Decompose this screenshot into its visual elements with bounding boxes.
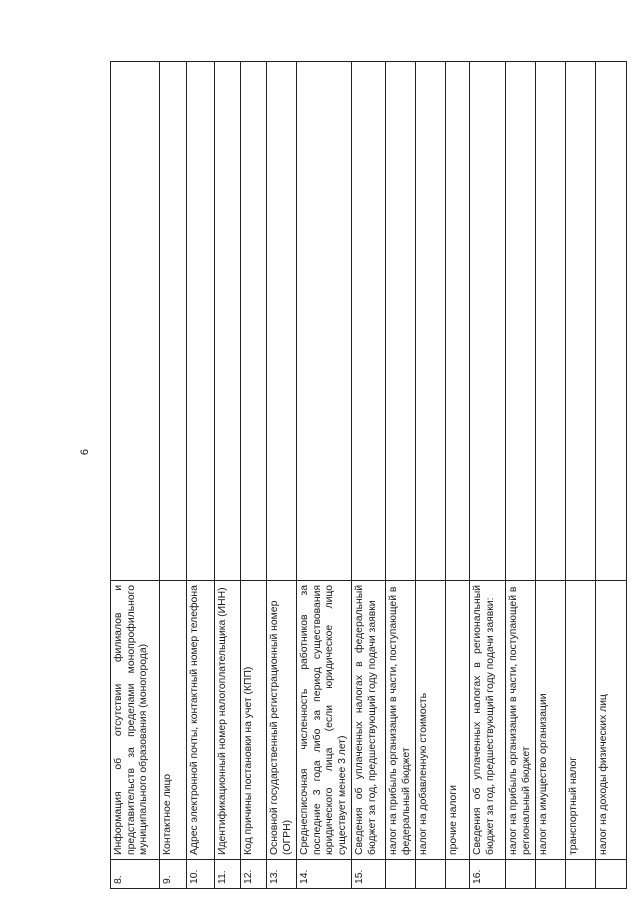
row-value-cell <box>297 62 352 581</box>
row-value-cell <box>160 62 187 581</box>
row-value-cell <box>187 62 215 581</box>
row-description: Сведения об уплаченных налогах в региональный бюджет за год, предшествующий году подачи заявки: <box>470 581 506 860</box>
table-row <box>536 62 566 889</box>
row-value-cell <box>506 62 536 581</box>
row-value-cell <box>416 62 446 581</box>
table-row <box>267 62 297 889</box>
row-number <box>566 860 596 889</box>
row-description: Адрес электронной почты, контактный номер телефона <box>187 581 215 860</box>
row-number: 16. <box>470 860 506 889</box>
row-number: 14. <box>297 860 352 889</box>
table-row <box>596 62 627 889</box>
row-number <box>596 860 627 889</box>
table-row <box>241 62 267 889</box>
row-number: 8. <box>111 860 160 889</box>
row-number: 15. <box>352 860 386 889</box>
row-value-cell <box>241 62 267 581</box>
row-description: Основной государственный регистрационный номер (ОГРН) <box>267 581 297 860</box>
table-wrapper <box>110 63 609 889</box>
table-row <box>470 62 506 889</box>
row-description: Код причины постановки на учет (КПП) <box>241 581 267 860</box>
row-description: налог на доходы физических лиц <box>596 581 627 860</box>
table-row <box>187 62 215 889</box>
row-description: транспортный налог <box>566 581 596 860</box>
row-number: 11. <box>215 860 241 889</box>
row-value-cell <box>470 62 506 581</box>
row-description: прочие налоги <box>446 581 470 860</box>
row-number: 10. <box>187 860 215 889</box>
row-value-cell <box>386 62 416 581</box>
row-value-cell <box>352 62 386 581</box>
table-row <box>446 62 470 889</box>
table-row <box>566 62 596 889</box>
row-value-cell <box>111 62 160 581</box>
table-row <box>506 62 536 889</box>
table-row <box>352 62 386 889</box>
row-description: Контактное лицо <box>160 581 187 860</box>
row-value-cell <box>267 62 297 581</box>
row-value-cell <box>215 62 241 581</box>
row-value-cell <box>596 62 627 581</box>
table-row <box>160 62 187 889</box>
row-number <box>506 860 536 889</box>
row-number: 12. <box>241 860 267 889</box>
table-row <box>416 62 446 889</box>
row-number <box>446 860 470 889</box>
table-row <box>386 62 416 889</box>
row-number <box>416 860 446 889</box>
row-number: 9. <box>160 860 187 889</box>
row-description: налог на имущество организации <box>536 581 566 860</box>
row-description: налог на прибыль организации в части, поступающей в федеральный бюджет <box>386 581 416 860</box>
row-number: 13. <box>267 860 297 889</box>
row-number <box>386 860 416 889</box>
page-number: 6 <box>79 448 91 456</box>
row-value-cell <box>566 62 596 581</box>
row-description: Информация об отсутствии филиалов и представительств за пределами монопрофильного муниципального образования (моногорода) <box>111 581 160 860</box>
table-row <box>111 62 160 889</box>
table-row <box>297 62 352 889</box>
row-description: Сведения об уплаченных налогах в федеральный бюджет за год, предшествующий году подачи заявки <box>352 581 386 860</box>
row-value-cell <box>536 62 566 581</box>
row-description: налог на добавленную стоимость <box>416 581 446 860</box>
row-number <box>536 860 566 889</box>
row-value-cell <box>446 62 470 581</box>
row-description: Среднесписочная численность работников за последние 3 года либо за период существования юридического лица (если юридическое лицо существует менее 3 лет) <box>297 581 352 860</box>
row-description: налог на прибыль организации в части, поступающей в региональный бюджет <box>506 581 536 860</box>
application-data-table <box>110 61 627 889</box>
table-row <box>215 62 241 889</box>
row-description: Идентификационный номер налогоплательщика (ИНН) <box>215 581 241 860</box>
